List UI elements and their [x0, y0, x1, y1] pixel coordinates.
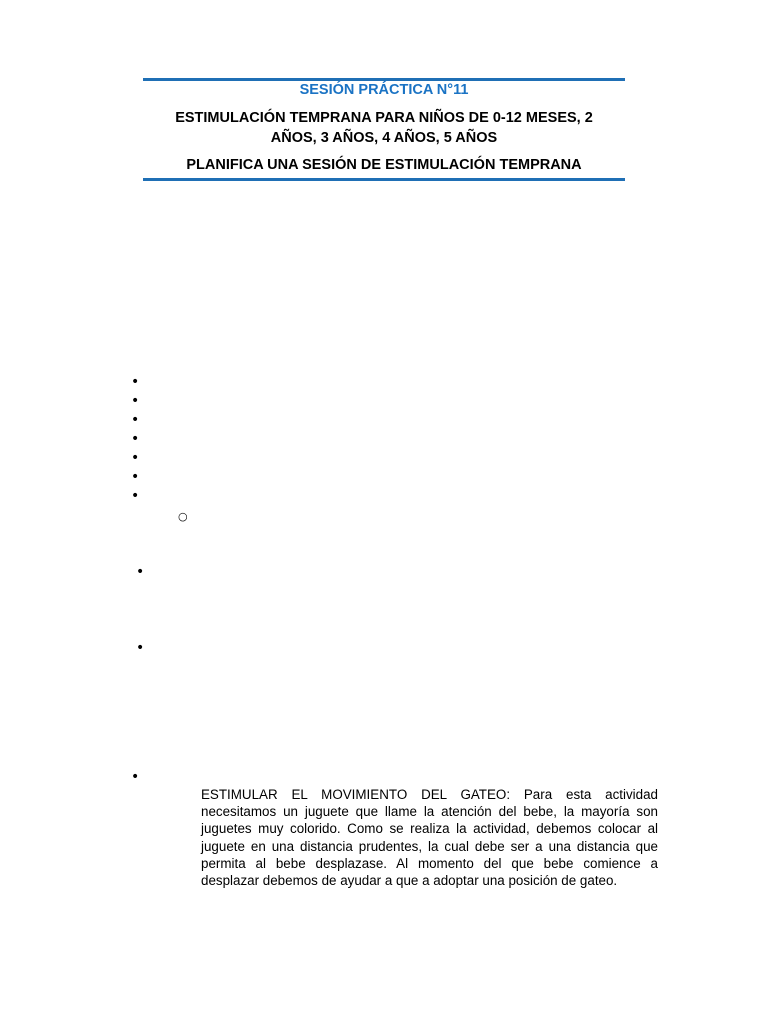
- bullet-icon: •: [131, 769, 140, 785]
- document-subtitle: PLANIFICA UNA SESIÓN DE ESTIMULACIÓN TEMPRANA: [186, 157, 582, 173]
- header-bottom-rule: [143, 178, 625, 181]
- bullet-icon: •: [131, 450, 140, 466]
- document-title: [143, 108, 625, 148]
- bullet-icon: •: [131, 431, 140, 447]
- bullet-icon: •: [131, 393, 140, 409]
- activity-description: ESTIMULAR EL MOVIMIENTO DEL GATEO: Para esta actividad necesitamos un juguete que llame la atención del bebe, la mayoría son juguetes muy colorido. Como se realiza la actividad, debemos colocar al juguete en una distancia prudentes, la cual debe ser a una distancia que permita al bebe desplazase. Al momento del que bebe comience a desplazar debemos de ayudar a que a adoptar una posición de gateo.: [201, 787, 658, 889]
- hollow-bullet-icon: ○: [178, 510, 188, 523]
- session-header: [143, 78, 625, 181]
- bullet-icon: •: [131, 412, 140, 428]
- title-line-2: AÑOS, 3 AÑOS, 4 AÑOS, 5 AÑOS: [270, 130, 498, 146]
- session-label: SESIÓN PRÁCTICA N°11: [299, 82, 469, 98]
- bullet-icon: •: [131, 488, 140, 504]
- title-line-1: ESTIMULACIÓN TEMPRANA PARA NIÑOS DE 0-12 MESES, 2: [175, 110, 593, 126]
- bullet-icon: •: [136, 640, 145, 656]
- bullet-icon: •: [136, 564, 145, 580]
- bullet-icon: •: [131, 469, 140, 485]
- bullet-icon: •: [131, 374, 140, 390]
